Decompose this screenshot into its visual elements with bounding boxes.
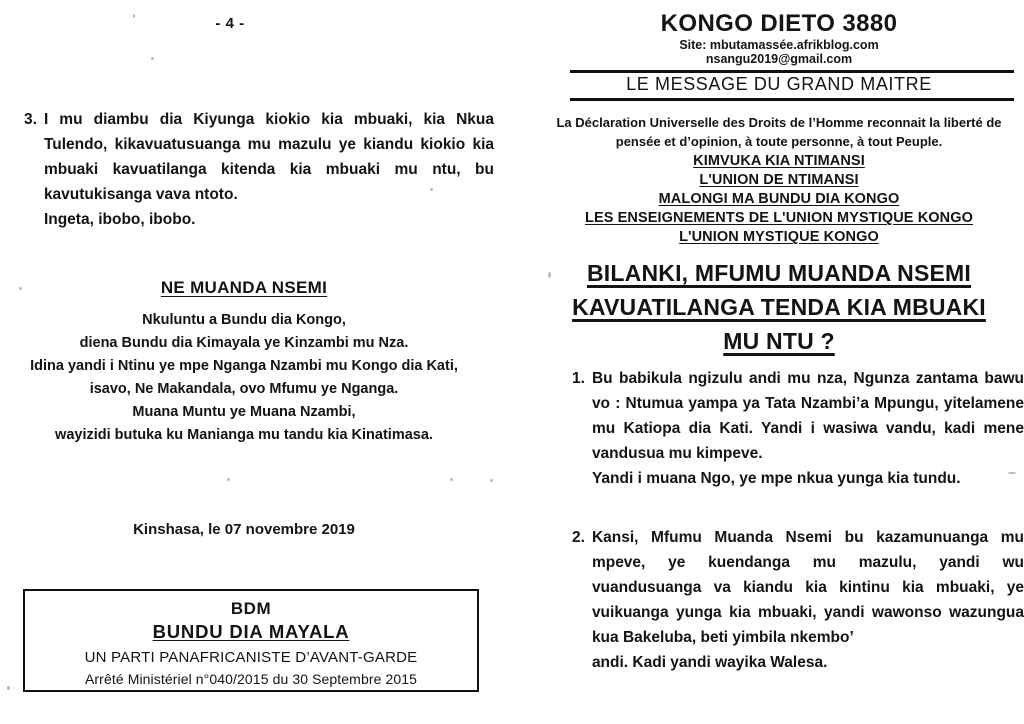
main-title-line [534, 290, 1024, 324]
signature-line: isavo, Ne Makandala, ovo Mfumu ye Nganga. [89, 381, 399, 397]
paragraph-3-body [44, 107, 494, 232]
subtitle-item [534, 152, 1024, 171]
scan-speck [548, 272, 551, 278]
paragraph-1-marker: 1. [572, 370, 585, 387]
date-line: Kinshasa, le 07 novembre 2019 [133, 521, 355, 538]
subtitle-item [534, 171, 1024, 190]
main-title-text: MU NTU ? [723, 328, 835, 354]
subtitle-item [534, 190, 1024, 209]
subtitle-text: L'UNION DE NTIMANSI [699, 172, 859, 188]
paragraph-2-body [592, 525, 1024, 675]
scan-speck [151, 57, 154, 60]
paragraph-2-marker: 2. [572, 529, 585, 546]
subtitle-list [534, 152, 1024, 247]
subtitle-text: L'UNION MYSTIQUE KONGO [679, 229, 879, 245]
subtitle-item [534, 209, 1024, 228]
paragraph-1-text: Bu babikula ngizulu andi mu nza, Ngunza zantama bawu vo : Ntumua yampa ya Tata Nzambi’a Mpungu, yitelamene mu Katiopa dia Kati. Yandi i wasiwa vandu, kadi mene vandusua mu kimpeve. [591, 370, 1024, 462]
paragraph-3-text: I mu diambu dia Kiyunga kiokio kia mbuaki, kia Nkua Tulendo, kikavuatusuanga mu mazulu ye kiandu kiokio kia mbuaki kavuatilanga kitenda kia mbuaki mu ntu, bu kavutukisanga vava ntoto. [43, 111, 494, 203]
scan-speck [430, 188, 433, 191]
main-title-text: KAVUATILANGA TENDA KIA MBUAKI [572, 294, 986, 320]
scan-speck [490, 479, 493, 482]
scan-speck [227, 478, 230, 481]
paragraph-2-text: Kansi, Mfumu Muanda Nsemi bu kazamunuanga mu mpeve, ye kuendanga mu mazulu, yandi wu vuandusuanga va kiandu kia kintinu kia mbuaki, ye vuikuanga yunga kia mbuaki, yandi wawonso wazungua kua Bakeluba, beti yimbila nkembo’ [591, 529, 1024, 646]
signature-line: diena Bundu dia Kimayala ye Kinzambi mu Nza. [79, 335, 409, 351]
subtitle-text: LES ENSEIGNEMENTS DE L'UNION MYSTIQUE KONGO [584, 210, 973, 226]
signature-line: Idina yandi i Ntinu ye mpe Nganga Nzambi mu Kongo dia Kati, [30, 358, 458, 374]
paragraph-3 [24, 107, 494, 232]
party-abbreviation: BDM [230, 599, 272, 618]
banner-rule-top [570, 70, 1014, 73]
scan-speck [450, 478, 453, 481]
signature-title: NE MUANDA NSEMI [160, 278, 328, 297]
scan-speck [7, 686, 10, 690]
paragraph-1 [572, 366, 1024, 491]
paragraph-3-marker: 3. [24, 111, 37, 128]
scan-speck [133, 14, 135, 18]
paragraph-3-closing: Ingeta, ibobo, ibobo. [43, 211, 196, 228]
declaration-text: La Déclaration Universelle des Droits de l’Homme reconnait la liberté de pensée et d’opinion, à toute personne, à tout Peuple. [556, 115, 1002, 149]
banner-rule-bottom [570, 98, 1014, 101]
signature-line: wayizidi butuka ku Manianga mu tandu kia Kinatimasa. [55, 427, 433, 443]
scan-speck [1008, 472, 1016, 474]
paragraph-2-closing: andi. Kadi yandi wayika Walesa. [591, 654, 828, 671]
scan-speck [19, 287, 22, 290]
right-column [534, 0, 1024, 724]
masthead-banner: LE MESSAGE DU GRAND MAITRE [626, 74, 932, 94]
party-box [23, 589, 479, 692]
party-decree: Arrêté Ministériel n°040/2015 du 30 Septembre 2015 [84, 671, 418, 687]
masthead-title: KONGO DIETO 3880 [660, 10, 898, 37]
subtitle-text: MALONGI MA BUNDU DIA KONGO [658, 191, 900, 207]
signature-block [0, 278, 488, 447]
main-title [534, 256, 1024, 358]
party-name: BUNDU DIA MAYALA [152, 621, 350, 642]
subtitle-text: KIMVUKA KIA NTIMANSI [693, 153, 865, 169]
page-number: - 4 - [215, 15, 245, 32]
paragraph-2 [572, 525, 1024, 675]
masthead-email: nsangu2019@gmail.com [705, 52, 853, 66]
subtitle-item [534, 228, 1024, 247]
masthead-site: Site: mbutamassée.afrikblog.com [679, 38, 879, 52]
signature-line: Nkuluntu a Bundu dia Kongo, [142, 312, 346, 328]
paragraph-1-closing: Yandi i muana Ngo, ye mpe nkua yunga kia tundu. [591, 470, 961, 487]
main-title-line [534, 324, 1024, 358]
party-description: UN PARTI PANAFRICANISTE D’AVANT-GARDE [84, 649, 418, 666]
signature-line: Muana Muntu ye Muana Nzambi, [132, 404, 356, 420]
main-title-text: BILANKI, MFUMU MUANDA NSEMI [586, 260, 971, 286]
paragraph-1-body [592, 366, 1024, 491]
main-title-line [534, 256, 1024, 290]
